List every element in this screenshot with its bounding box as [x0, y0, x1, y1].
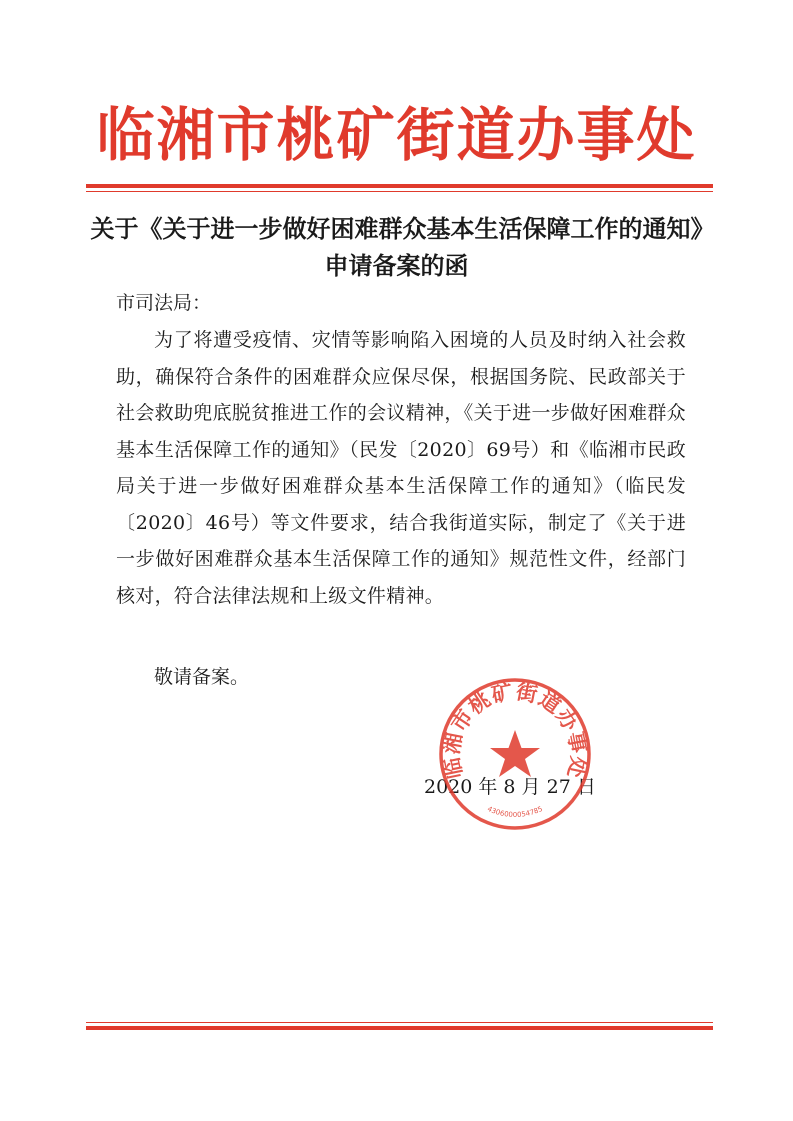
seal-star-icon [490, 730, 540, 777]
official-seal-icon [437, 676, 593, 832]
header-rule-thick [86, 184, 713, 188]
letterhead-title: 临湘市桃矿街道办事处 [96, 101, 697, 169]
closing-line: 敬请备案。 [154, 666, 250, 688]
recipient: 市司法局： [116, 292, 212, 314]
seal-text: 临湘市桃矿街道办事处 [438, 678, 592, 781]
header-rule-thin [86, 191, 713, 192]
svg-text:4306000054785 [486, 805, 544, 819]
body-paragraph: 为了将遭受疫情、灾情等影响陷入困境的人员及时纳入社会救助，确保符合条件的困难群众应保尽保，根据国务院、民政部关于社会救助兜底脱贫推进工作的会议精神，《关于进一步做好困难群众基本生活保障工作的通知》（民发〔2020〕69号）和《临湘市民政局关于进一步做好困难群众基本生活保障工作的通知》（临民发〔2020〕46号）等文件要求，结合我街道实际，制定了《关于进一步做好困难群众基本生活保障工作的通知》规范性文件，经部门核对，符合法律法规和上级文件精神。 [116, 329, 686, 607]
document-date: 2020 年 8 月 27 日 [424, 776, 596, 798]
footer-rule-thin [86, 1022, 713, 1023]
footer-rule-thick [86, 1026, 713, 1030]
document-title: 关于《关于进一步做好困难群众基本生活保障工作的通知》申请备案的函 [90, 214, 703, 280]
seal-code: 4306000054785 [486, 804, 544, 820]
